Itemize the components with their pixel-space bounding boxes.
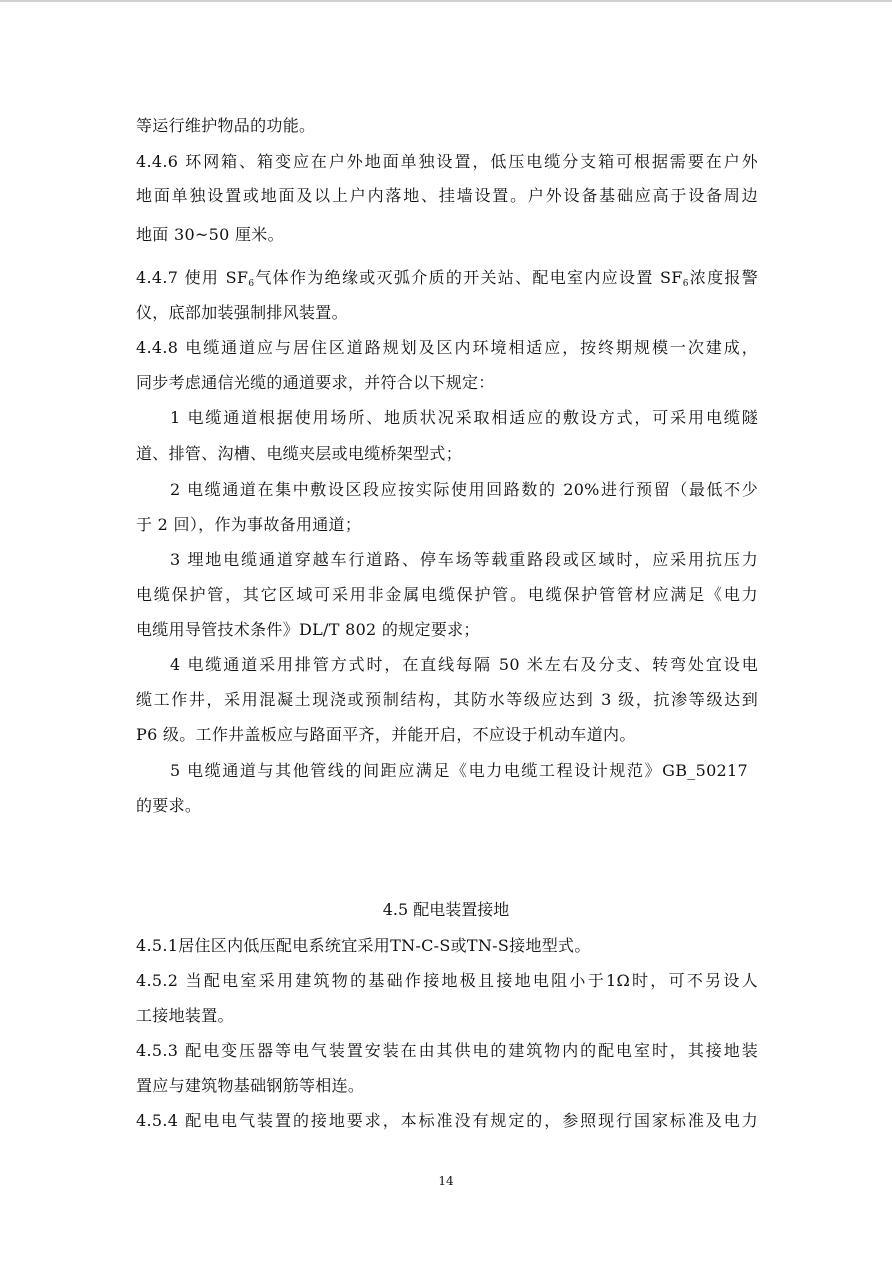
item-5-line: 5 电缆通道与其他管线的间距应满足《电力电缆工程设计规范》GB_50217	[170, 761, 748, 780]
item-4-line: 缆工作井，采用混凝土现浇或预制结构，其防水等级应达到 3 级，抗渗等级达到	[136, 690, 758, 709]
clause-4-5-1-line: 4.5.1居住区内低压配电系统宜采用TN-C-S或TN-S接地型式。	[136, 936, 591, 955]
item-1-line: 道、排管、沟槽、电缆夹层或电缆桥架型式；	[136, 444, 463, 463]
item-2-line: 于 2 回），作为事故备用通道；	[136, 515, 362, 534]
item-2-line: 2 电缆通道在集中敷设区段应按实际使用回路数的 20%进行预留（最低不少	[170, 480, 758, 499]
subscript: 6	[248, 279, 255, 289]
clause-text: 浓度报警	[688, 268, 758, 287]
page-top-border	[0, 0, 892, 2]
item-5-line: 的要求。	[136, 796, 202, 815]
clause-4-4-7-line	[136, 268, 758, 288]
body-line: 等运行维护物品的功能。	[136, 116, 316, 135]
section-heading: 4.5 配电装置接地	[382, 900, 510, 919]
clause-text: 气体作为绝缘或灭弧介质的开关站、配电室内应设置 SF	[254, 268, 683, 287]
page-number: 14	[438, 1174, 454, 1188]
item-1-line: 1 电缆通道根据使用场所、地质状况采取相适应的敷设方式，可采用电缆隧	[170, 408, 758, 427]
item-3-line: 电缆保护管，其它区域可采用非金属电缆保护管。电缆保护管管材应满足《电力	[136, 585, 758, 604]
clause-4-4-6-line: 地面单独设置或地面及以上户内落地、挂墙设置。户外设备基础应高于设备周边	[136, 186, 758, 205]
clause-4-4-6-line: 4.4.6 环网箱、箱变应在户外地面单独设置，低压电缆分支箱可根据需要在户外	[136, 152, 758, 171]
clause-4-5-3-line: 置应与建筑物基础钢筋等相连。	[136, 1076, 365, 1095]
clause-4-4-8-line: 4.4.8 电缆通道应与居住区道路规划及区内环境相适应，按终期规模一次建成，	[136, 338, 758, 357]
clause-text: 4.4.7 使用 SF	[136, 268, 249, 287]
item-3-line: 3 埋地电缆通道穿越车行道路、停车场等载重路段或区域时，应采用抗压力	[170, 550, 758, 569]
clause-4-4-8-line: 同步考虑通信光缆的通道要求，并符合以下规定：	[136, 373, 495, 392]
clause-4-5-2-line: 工接地装置。	[136, 1006, 234, 1025]
item-4-line: P6 级。工作井盖板应与路面平齐，并能开启，不应设于机动车道内。	[136, 725, 636, 744]
clause-4-5-2-line: 4.5.2 当配电室采用建筑物的基础作接地极且接地电阻小于1Ω时，可不另设人	[136, 971, 758, 990]
item-3-line: 电缆用导管技术条件》DL/T 802 的规定要求；	[136, 620, 480, 639]
clause-4-5-3-line: 4.5.3 配电变压器等电气装置安装在由其供电的建筑物内的配电室时，其接地装	[136, 1041, 758, 1060]
item-4-line: 4 电缆通道采用排管方式时，在直线每隔 50 米左右及分支、转弯处宜设电	[170, 655, 758, 674]
subscript: 6	[682, 279, 689, 289]
clause-4-4-7-line: 仪，底部加装强制排风装置。	[136, 303, 348, 322]
clause-4-4-6-line: 地面 30~50 厘米。	[136, 225, 284, 244]
clause-4-5-4-line: 4.5.4 配电电气装置的接地要求，本标准没有规定的，参照现行国家标准及电力	[136, 1111, 758, 1130]
